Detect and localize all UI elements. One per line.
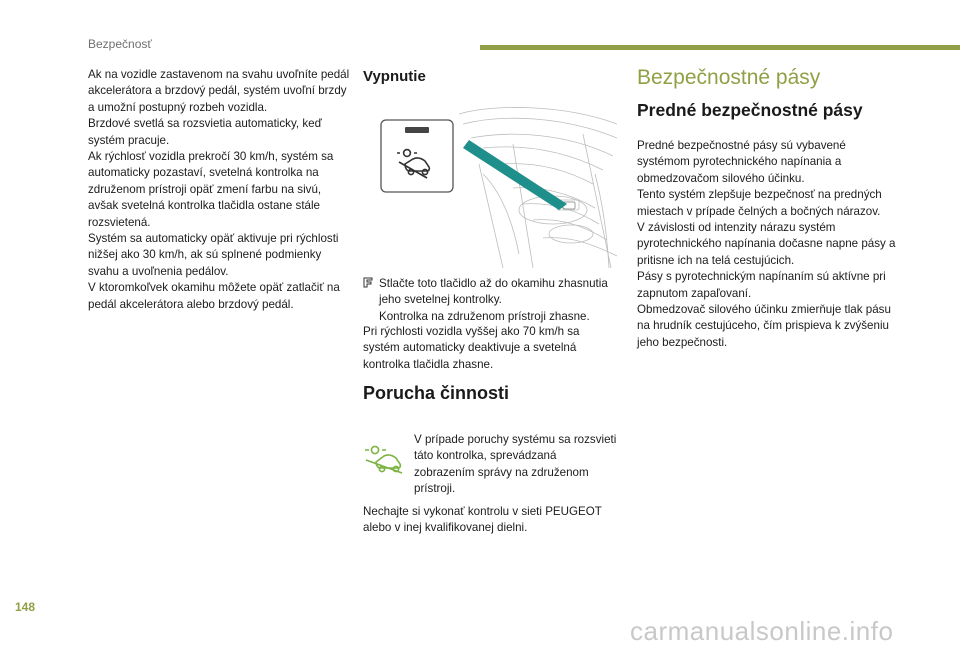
instruction-bullet xyxy=(363,276,618,325)
service-recommendation-text: Nechajte si vykonať kontrolu v sieti PEUGEOT alebo v inej kvalifikovanej dielni. xyxy=(363,505,602,535)
chapter-title: Bezpečnostné pásy xyxy=(637,66,821,89)
center-console-figure xyxy=(363,104,617,268)
heading-fault: Porucha činnosti xyxy=(363,383,510,403)
auto-deactivation-text: Pri rýchlosti vozidla vyššej ako 70 km/h sa systém automaticky deaktivuje a svetelná kontrolka tlačidla zhasne. xyxy=(363,325,580,371)
bullet-arrow-icon xyxy=(363,276,379,325)
section-label: Bezpečnosť xyxy=(88,37,152,51)
hill-descent-warning-icon xyxy=(362,440,406,476)
page-number: 148 xyxy=(15,600,36,614)
teal-pointer xyxy=(463,140,567,210)
header-rule xyxy=(480,45,960,50)
column1-paragraph: Ak na vozidle zastavenom na svahu uvoľníte pedál akcelerátora a brzdový pedál, systém uvoľní brzdy a umožní postupný rozbeh vozidla. Brzdové svetlá sa rozsvietia automaticky, keď systém pracuje. Ak rýchlosť vozidla prekročí 30 km/h, systém sa automaticky pozastaví, svetelná kontrolka na združenom prístroji opäť zmení farbu na sivú, avšak svetelná kontrolka tlačidla ostane stále rozsvietená. Systém sa automaticky opäť aktivuje pri rýchlosti nižšej ako 30 km/h, ak sú splnené podmienky svahu a uvoľnenia pedálov. V ktoromkoľvek okamihu môžete opäť zatlačiť na pedál akcelerátora alebo brzdový pedál. xyxy=(88,68,350,311)
watermark: carmanualsonline.info xyxy=(630,616,894,646)
column3-paragraph: Predné bezpečnostné pásy sú vybavené systémom pyrotechnického napínania a obmedzovačom silového účinku. Tento systém zlepšuje bezpečnosť na predných miestach v prípade čelných a bočných nárazov. V závislosti od intenzity nárazu systém pyrotechnického napínania dočasne napne pásy a pritisne ich na telá cestujúcich. Pásy s pyrotechnickým napínaním sú aktívne pri zapnutom zapaľovaní. Obmedzovač silového účinku zmierňuje tlak pásu na hrudník cestujúceho, čím prispieva k zvýšeniu jeho bezpečnosti. xyxy=(637,139,896,349)
console-illustration xyxy=(363,104,617,268)
heading-off: Vypnutie xyxy=(363,68,426,85)
bullet-text: Stlačte toto tlačidlo až do okamihu zhasnutia jeho svetelnej kontrolky. Kontrolka na združenom prístroji zhasne. xyxy=(379,277,608,323)
section-subtitle: Predné bezpečnostné pásy xyxy=(637,100,863,120)
fault-warning-text: V prípade poruchy systému sa rozsvieti táto kontrolka, sprevádzaná zobrazením správy na združenom prístroji. xyxy=(414,433,617,496)
